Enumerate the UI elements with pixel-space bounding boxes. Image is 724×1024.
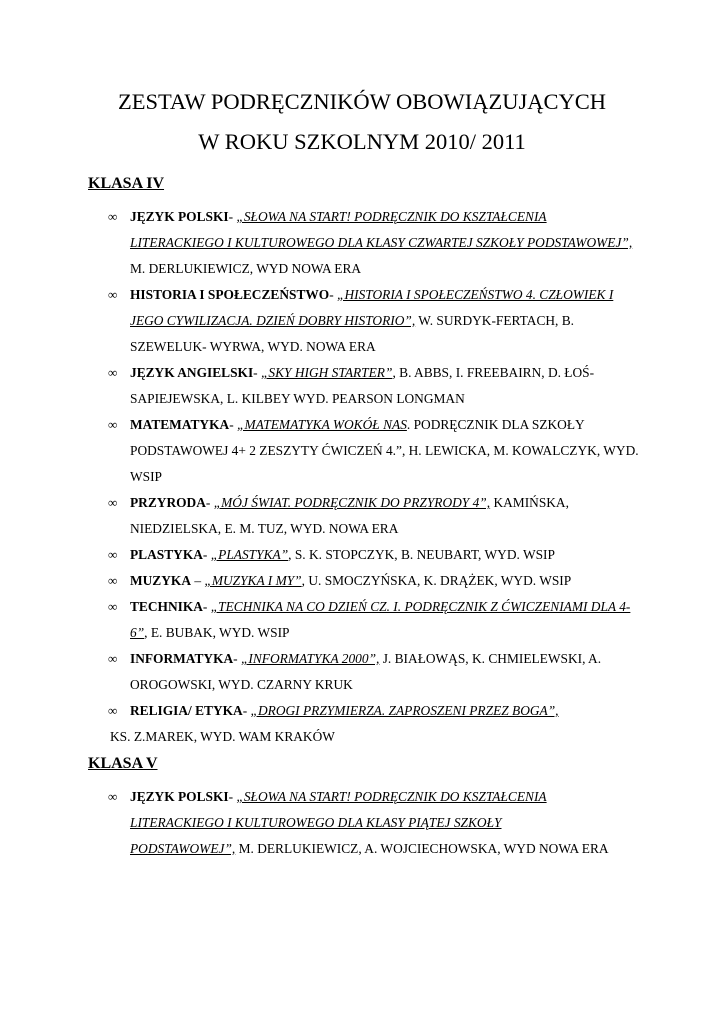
- book-item-przyroda-4: [90, 490, 640, 542]
- book-title: „PLASTYKA”: [210, 547, 289, 562]
- religia-authors-line: KS. Z.MAREK, WYD. WAM KRAKÓW: [110, 729, 335, 744]
- book-title: „DROGI PRZYMIERZA. ZAPROSZENI PRZEZ BOGA”,: [250, 703, 559, 718]
- bullet-icon: ∞: [108, 599, 118, 614]
- book-item-jezyk-polski-5: [90, 784, 610, 862]
- title-line-1: ZESTAW PODRĘCZNIKÓW OBOWIĄZUJĄCYCH: [117, 89, 607, 114]
- subject-name: PRZYRODA: [130, 495, 206, 510]
- subject-separator: -: [228, 209, 237, 224]
- subject-name: TECHNIKA: [130, 599, 203, 614]
- subject-separator: -: [228, 789, 237, 804]
- subject-separator: -: [229, 417, 237, 432]
- book-authors: KAMIŃSKA, NIEDZIELSKA, E. M. TUZ, WYD. NOWA ERA: [130, 495, 569, 536]
- bullet-icon: ∞: [108, 789, 118, 804]
- subject-name: PLASTYKA: [130, 547, 203, 562]
- bullet-icon: ∞: [108, 547, 118, 562]
- book-title: „SŁOWA NA START! PODRĘCZNIK DO KSZTAŁCENIA LITERACKIEGO I KULTUROWEGO DLA KLASY CZWARTEJ SZKOŁY PODSTAWOWEJ”,: [130, 209, 633, 250]
- subject-separator: -: [202, 547, 211, 562]
- book-title: „SKY HIGH STARTER”: [260, 365, 393, 380]
- subject-separator: -: [202, 599, 211, 614]
- bullet-icon: ∞: [108, 287, 118, 302]
- subject-name: MUZYKA: [130, 573, 191, 588]
- book-authors: , U. SMOCZYŃSKA, K. DRĄŻEK, WYD. WSIP: [301, 573, 572, 588]
- book-title: „MÓJ ŚWIAT. PODRĘCZNIK DO PRZYRODY 4”,: [213, 495, 491, 510]
- book-item-muzyka-4: [90, 568, 640, 594]
- book-item-informatyka-4: [90, 646, 640, 698]
- bullet-icon: ∞: [108, 417, 118, 432]
- bullet-icon: ∞: [108, 651, 118, 666]
- subject-name: JĘZYK POLSKI: [130, 789, 229, 804]
- subject-separator: -: [233, 651, 241, 666]
- book-title: „MUZYKA I MY”: [204, 573, 302, 588]
- klasa-v-heading: KLASA V: [88, 755, 158, 772]
- subject-separator: -: [205, 495, 214, 510]
- book-authors: M. DERLUKIEWICZ, A. WOJCIECHOWSKA, WYD NOWA ERA: [235, 841, 609, 856]
- book-authors: . PODRĘCZNIK DLA SZKOŁY PODSTAWOWEJ 4+ 2 ZESZYTY ĆWICZEŃ 4.”, H. LEWICKA, M. KOWALCZYK, WYD. WSIP: [130, 417, 639, 484]
- klasa-iv-book-list: [90, 204, 639, 724]
- subject-name: JĘZYK POLSKI: [130, 209, 229, 224]
- subject-name: HISTORIA I SPOŁECZEŃSTWO: [130, 287, 330, 302]
- bullet-icon: ∞: [108, 573, 118, 588]
- document-title: [90, 82, 634, 162]
- book-authors: , E. BUBAK, WYD. WSIP: [144, 625, 290, 640]
- subject-name: INFORMATYKA: [130, 651, 234, 666]
- bullet-icon: ∞: [108, 703, 118, 718]
- subject-name: MATEMATYKA: [130, 417, 230, 432]
- book-item-religia-4: [90, 698, 640, 724]
- bullet-icon: ∞: [108, 365, 118, 380]
- book-authors: M. DERLUKIEWICZ, WYD NOWA ERA: [130, 261, 362, 276]
- subject-separator: -: [242, 703, 251, 718]
- book-item-technika-4: [90, 594, 640, 646]
- klasa-iv-heading: KLASA IV: [88, 175, 165, 192]
- subject-separator: -: [329, 287, 338, 302]
- book-item-matematyka-4: [90, 412, 640, 490]
- book-item-jezyk-polski-4: [90, 204, 640, 282]
- book-authors: W. SURDYK-FERTACH, B. SZEWELUK- WYRWA, WYD. NOWA ERA: [130, 313, 575, 354]
- book-title: „HISTORIA I SPOŁECZEŃSTWO 4. CZŁOWIEK I JEGO CYWILIZACJA. DZIEŃ DOBRY HISTORIO”,: [130, 287, 614, 328]
- book-title: „INFORMATYKA 2000”,: [240, 651, 380, 666]
- book-title: „MATEMATYKA WOKÓŁ NAS: [237, 417, 407, 432]
- book-title: „TECHNIKA NA CO DZIEŃ CZ. I. PODRĘCZNIK Z ĆWICZENIAMI DLA 4-6”: [130, 599, 631, 640]
- klasa-v-book-list: [90, 784, 634, 862]
- bullet-icon: ∞: [108, 495, 118, 510]
- subject-separator: –: [191, 573, 205, 588]
- book-authors: , S. K. STOPCZYK, B. NEUBART, WYD. WSIP: [288, 547, 555, 562]
- book-item-plastyka-4: [90, 542, 640, 568]
- book-item-historia-4: [90, 282, 640, 360]
- subject-name: JĘZYK ANGIELSKI: [130, 365, 254, 380]
- subject-name: RELIGIA/ ETYKA: [130, 703, 243, 718]
- book-authors: J. BIAŁOWĄS, K. CHMIELEWSKI, A. OROGOWSKI, WYD. CZARNY KRUK: [130, 651, 602, 692]
- bullet-icon: ∞: [108, 209, 118, 224]
- book-title: „SŁOWA NA START! PODRĘCZNIK DO KSZTAŁCENIA LITERACKIEGO I KULTUROWEGO DLA KLASY PIĄTEJ SZKOŁY PODSTAWOWEJ”,: [130, 789, 547, 856]
- subject-separator: -: [253, 365, 261, 380]
- book-authors: , B. ABBS, I. FREEBAIRN, D. ŁOŚ- SAPIEJEWSKA, L. KILBEY WYD. PEARSON LONGMAN: [130, 365, 595, 406]
- book-item-jezyk-angielski-4: [90, 360, 640, 412]
- title-line-2: W ROKU SZKOLNYM 2010/ 2011: [198, 129, 526, 154]
